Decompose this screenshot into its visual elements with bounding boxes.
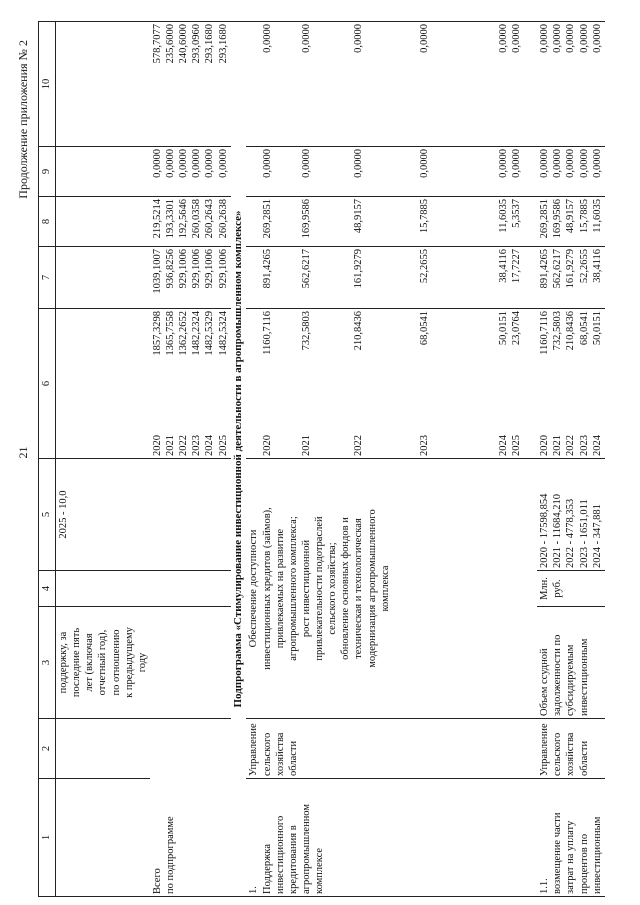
subprogram-row	[231, 22, 247, 897]
indicator-text: Объем ссудной задолженности по субсидируемым инвестиционным	[537, 607, 605, 719]
value-cell: 0,0000	[419, 24, 430, 53]
indicator-text: поддержку, за последние пять лет (включая отчетный год), по отношению к предыдущему году	[56, 607, 150, 719]
value-cell: 0,0000	[300, 149, 312, 178]
header-cell: 7	[39, 247, 56, 309]
value-cell: 0,0000	[300, 24, 312, 53]
total-row	[150, 22, 231, 897]
measure-col10	[246, 22, 537, 147]
target-values: 2025 - 10,0	[56, 459, 150, 571]
subprogram-title: Подпрограмма «Стимулирование инвестиционной деятельности в агропромышленном комплексе»	[231, 22, 247, 897]
measure-row-1	[246, 22, 537, 897]
year-cell: 2022	[353, 435, 365, 456]
total-col6: 1857,3298 1365,7558 1362,2652 1482,2324 1482,5329 1482,5324	[151, 311, 229, 356]
value-cell: 732,5803	[300, 311, 312, 351]
measure-col8: 269,2851 169,9586 48,9157 15,7885 11,6035	[537, 197, 605, 247]
year-cell: 2024 2025	[497, 435, 522, 456]
measure-years: 2020 2021 2022 2023 2024	[537, 371, 605, 459]
page-number: 21	[16, 446, 30, 459]
value-cell: 50,0151 23,0764	[497, 311, 522, 346]
value-cell: 0,0000	[419, 149, 430, 178]
header-cell: 5	[39, 459, 56, 571]
value-cell: 0,0000	[353, 24, 365, 53]
value-cell: 269,2851	[261, 199, 273, 239]
continuation-note: Продолжение приложения № 2	[16, 40, 30, 199]
measure-name: Поддержка инвестиционного кредитования в агропромышленном комплексе	[261, 803, 325, 894]
measure-col7: 891,4265 562,6217 161,9279 52,2655 38,4116	[537, 247, 605, 309]
value-cell: 38,4116 17,7227	[497, 249, 522, 284]
total-col7: 1039,1007 936,8256 929,1006 929,1006 929,1006 929,1006	[150, 247, 231, 309]
program-table	[38, 21, 605, 897]
measure-col9	[246, 147, 537, 197]
total-col10: 578,7077 235,6000 240,6000 293,0960 293,1680 293,1680	[150, 22, 231, 147]
measure-col10: 0,0000 0,0000 0,0000 0,0000 0,0000	[537, 22, 605, 147]
row-number: 1.	[248, 886, 260, 894]
row-number: 1.1.	[539, 878, 551, 894]
value-cell: 169,9586	[300, 199, 312, 239]
value-cell: 15,7885	[419, 199, 430, 234]
header-cell: 1	[39, 779, 56, 897]
measure-name: возмещение части затрат на уплату процентов по инвестиционным	[552, 812, 603, 894]
value-cell: 0,0000	[353, 149, 365, 178]
header-cell: 4	[39, 571, 56, 607]
measure-col9: 0,0000 0,0000 0,0000 0,0000 0,0000	[537, 147, 605, 197]
value-cell: 0,0000 0,0000	[497, 24, 522, 53]
total-col8: 219,5214 193,3301 192,5646 260,0358 260,2643 260,2638	[150, 197, 231, 247]
header-cell: 10	[39, 22, 56, 147]
value-cell: 1160,7116	[261, 311, 273, 355]
year-cell: 2023	[419, 435, 430, 456]
total-label: Всего по подпрограмме	[150, 719, 231, 897]
header-cell: 9	[39, 147, 56, 197]
header-cell: 2	[39, 719, 56, 779]
value-cell: 161,9279	[353, 249, 365, 289]
header-cell: 8	[39, 197, 56, 247]
value-cell: 210,8436	[353, 311, 365, 351]
unit: Млн. руб.	[537, 571, 605, 607]
value-cell: 562,6217	[300, 249, 312, 289]
value-cell: 0,0000	[261, 24, 273, 53]
year-cell: 2021	[300, 435, 312, 456]
measure-years	[246, 371, 537, 459]
measure-col7	[246, 247, 537, 309]
executor: Управление сельского хозяйства области	[537, 719, 605, 779]
executor: Управление сельского хозяйства области	[246, 719, 537, 779]
measure-col8	[246, 197, 537, 247]
target-values: 2020 - 17598,854 2021 - 11684,210 2022 - 4778,353 2023 - 1651,011 2024 - 347,881	[537, 459, 605, 571]
header-row	[39, 22, 56, 897]
measure-row-1-1	[537, 22, 605, 897]
total-years: 2020 2021 2022 2023 2024 2025	[150, 371, 231, 459]
value-cell: 0,0000	[261, 149, 273, 178]
total-col9: 0,0000 0,0000 0,0000 0,0000 0,0000 0,0000	[150, 147, 231, 197]
value-cell: 11,6035 5,3537	[497, 199, 522, 233]
value-cell: 891,4265	[261, 249, 273, 289]
measure-result: Обеспечение доступности инвестиционных кредитов (займов), привлекаемых на развитие агропромышленного комплекса; рост инвестиционной привлекательности подотраслей сельского хозяйства; обновление основных фондов и техническая и технологическая модернизация агропромышленного комплекса	[246, 459, 537, 719]
continuation-row	[56, 22, 150, 897]
header-cell: 3	[39, 607, 56, 719]
value-cell: 48,9157	[353, 199, 365, 234]
measure-col6	[246, 309, 537, 371]
value-cell: 0,0000 0,0000	[497, 149, 522, 178]
header-cell: 6	[39, 309, 56, 459]
measure-col6: 1160,7116 732,5803 210,8436 68,0541 50,0151	[539, 311, 603, 355]
value-cell: 52,2655	[419, 249, 430, 284]
year-cell: 2020	[261, 435, 273, 456]
value-cell: 68,0541	[419, 311, 430, 346]
